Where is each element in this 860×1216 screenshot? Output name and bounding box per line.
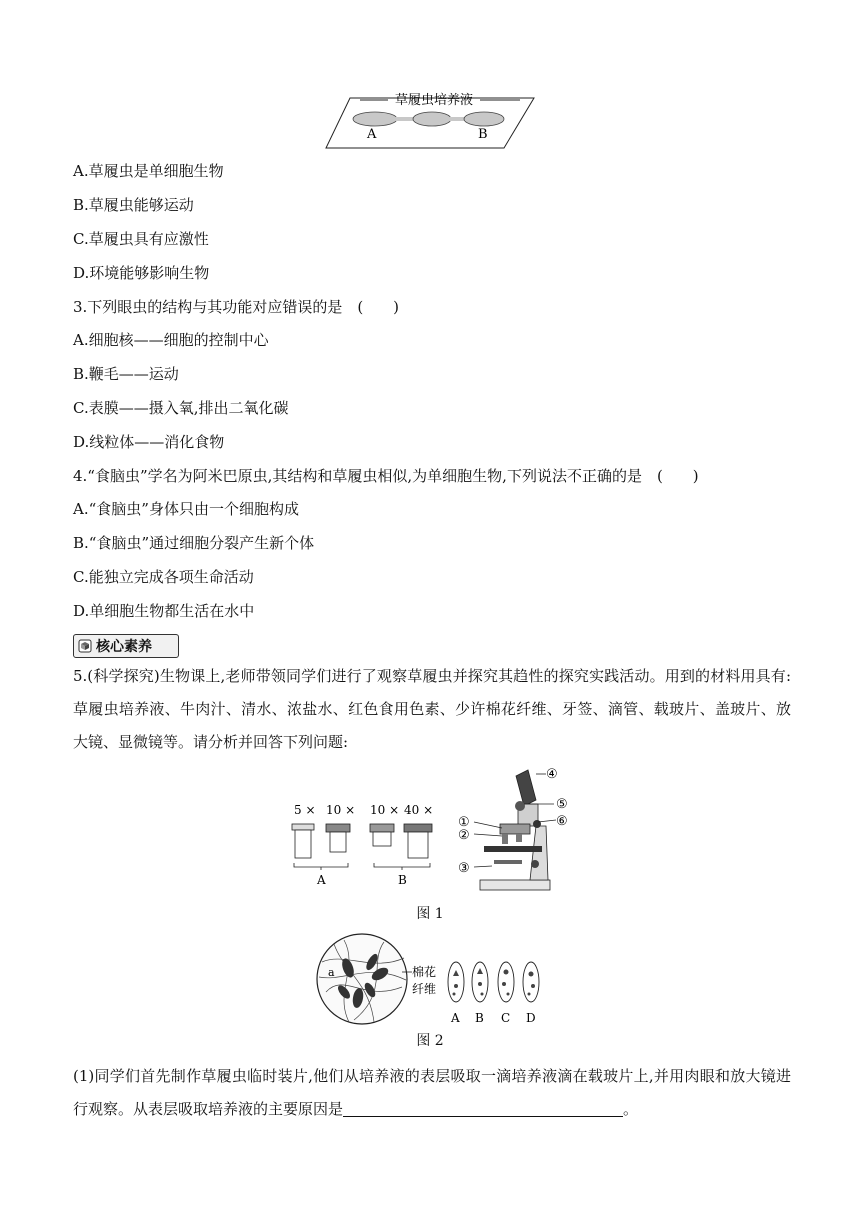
q5-sub1-end: 。 (623, 1100, 639, 1118)
q4-stem: 4.“食脑虫”学名为阿米巴原虫,其结构和草履虫相似,为单细胞生物,下列说法不正确的是 ( ) (73, 467, 699, 485)
culture-label: 草履虫培养液 (394, 93, 474, 108)
lens-a2-mag: 10 × (326, 803, 356, 817)
figure-2 (314, 932, 554, 1028)
figure-1-caption: 图 1 (416, 906, 444, 922)
q3-option-d: D.线粒体——消化食物 (73, 433, 225, 451)
group-a-label: A (317, 873, 326, 887)
answer-blank[interactable] (343, 1098, 623, 1117)
drop-b-label: B (478, 127, 488, 142)
q3-option-b: B.鞭毛——运动 (73, 365, 179, 383)
microscope (480, 770, 550, 890)
objective-10x (370, 824, 394, 846)
channel-left (395, 117, 415, 121)
drop-b (464, 112, 504, 126)
a-label: a (328, 966, 335, 979)
drop-a (353, 112, 397, 126)
q4-option-b: B.“食脑虫”通过细胞分裂产生新个体 (73, 534, 315, 552)
drop-a-label: A (367, 127, 377, 142)
cell-label-d: D (526, 1011, 536, 1025)
figure-1 (280, 766, 580, 896)
q4-option-a: A.“食脑虫”身体只由一个细胞构成 (73, 500, 299, 518)
q3-option-c: C.表膜——摄入氧,排出二氧化碳 (73, 399, 289, 417)
q4-option-c: C.能独立完成各项生命活动 (73, 568, 254, 586)
q2-option-d: D.环境能够影响生物 (73, 264, 210, 282)
cell-label-a: A (451, 1011, 460, 1025)
field-of-view (317, 934, 407, 1024)
marker-2: ② (458, 828, 470, 843)
eyepiece-10x (326, 824, 350, 852)
objective-40x (404, 824, 432, 858)
q4-option-d: D.单细胞生物都生活在水中 (73, 602, 255, 620)
q2-option-c: C.草履虫具有应激性 (73, 230, 209, 248)
lens-a1-mag: 5 × (294, 803, 316, 817)
q3-stem: 3.下列眼虫的结构与其功能对应错误的是 ( ) (73, 298, 400, 316)
cube-icon (78, 639, 92, 653)
lens-b2-mag: 40 × (404, 803, 434, 817)
eyepiece-5x (292, 824, 314, 858)
marker-3: ③ (458, 861, 470, 876)
marker-5: ⑤ (556, 797, 568, 812)
q2-option-a: A.草履虫是单细胞生物 (73, 162, 224, 180)
cell-diagrams (448, 962, 539, 1002)
cell-label-c: C (501, 1011, 511, 1025)
q5-sub1-text: (1)同学们首先制作草履虫临时装片,他们从培养液的表层吸取一滴培养液滴在载玻片上,并用肉眼和放大镜进行观察。从表层吸取培养液的主要原因是 (73, 1067, 791, 1118)
q2-option-b: B.草履虫能够运动 (73, 196, 194, 214)
fiber-label-1: 棉花 (412, 965, 437, 979)
marker-1: ① (458, 815, 470, 830)
marker-6: ⑥ (556, 814, 568, 829)
lens-b1-mag: 10 × (370, 803, 400, 817)
q5-stem: 5.(科学探究)生物课上,老师带领同学们进行了观察草履虫并探究其趋性的探究实践活动。用到的材料用具有:草履虫培养液、牛肉汁、清水、浓盐水、红色食用色素、少许棉花纤维、牙签、滴管、载玻片、盖玻片、放大镜、显微镜等。请分析并回答下列问题: (73, 667, 791, 751)
marker-4: ④ (546, 767, 558, 782)
group-b-label: B (398, 873, 407, 887)
drop-middle (413, 112, 451, 126)
cell-label-b: B (475, 1011, 484, 1025)
figure-2-caption: 图 2 (416, 1033, 444, 1049)
culture-slide-figure (320, 86, 540, 152)
fiber-label-2: 纤维 (412, 982, 437, 996)
q5-sub1 (73, 1060, 791, 1126)
q3-option-a: A.细胞核——细胞的控制中心 (73, 331, 269, 349)
section-banner (73, 634, 179, 658)
section-title: 核心素养 (96, 639, 152, 655)
